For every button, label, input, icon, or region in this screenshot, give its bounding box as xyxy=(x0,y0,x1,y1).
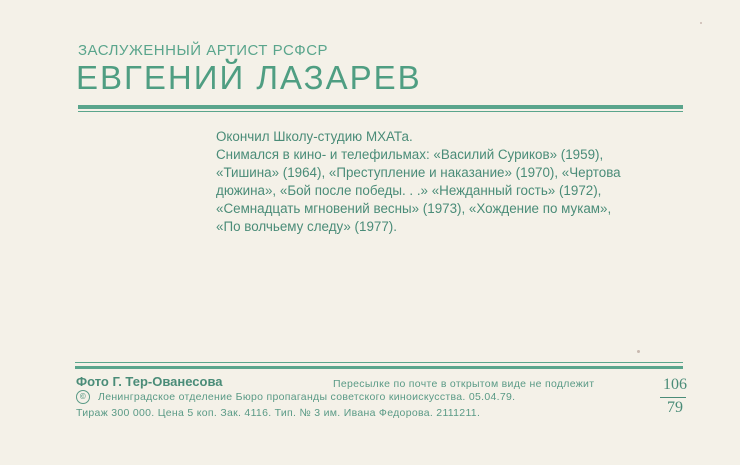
biography xyxy=(216,128,686,236)
paper-speck xyxy=(700,22,702,24)
catalog-number-bottom: 79 xyxy=(667,399,683,416)
actor-name: ЕВГЕНИЙ ЛАЗАРЕВ xyxy=(76,59,422,96)
footer-rule-thin xyxy=(75,362,683,363)
bio-line: Окончил Школу-студию МХАТа. xyxy=(216,129,413,144)
photo-credit: Фото Г. Тер-Ованесова xyxy=(76,374,223,389)
paper-speck xyxy=(637,350,640,353)
catalog-number-top: 106 xyxy=(663,376,687,393)
header-rule-thin xyxy=(78,111,683,112)
publisher-line xyxy=(76,390,515,404)
footer-rule-thick xyxy=(75,366,683,369)
header-rule-thick xyxy=(78,105,683,109)
actor-title: ЗАСЛУЖЕННЫЙ АРТИСТ РСФСР xyxy=(78,42,329,59)
bio-line: Снимался в кино- и телефильмах: «Василий Суриков» (1959), xyxy=(216,147,604,162)
bio-line: дюжина», «Бой после победы. . .» «Нежданный гость» (1972), xyxy=(216,183,602,198)
print-info: Тираж 300 000. Цена 5 коп. Зак. 4116. Тип. № 3 им. Ивана Федорова. 2111211. xyxy=(76,407,481,419)
copyright-icon: © xyxy=(76,390,90,404)
bio-line: «По волчьему следу» (1977). xyxy=(216,219,397,234)
publisher-text: Ленинградское отделение Бюро пропаганды советского киноискусства. 05.04.79. xyxy=(98,390,516,403)
bio-line: «Тишина» (1964), «Преступление и наказание» (1970), «Чертова xyxy=(216,165,621,180)
catalog-number-divider xyxy=(660,397,686,398)
postal-notice: Пересылке по почте в открытом виде не подлежит xyxy=(333,378,595,390)
bio-line: «Семнадцать мгновений весны» (1973), «Хождение по мукам», xyxy=(216,201,612,216)
